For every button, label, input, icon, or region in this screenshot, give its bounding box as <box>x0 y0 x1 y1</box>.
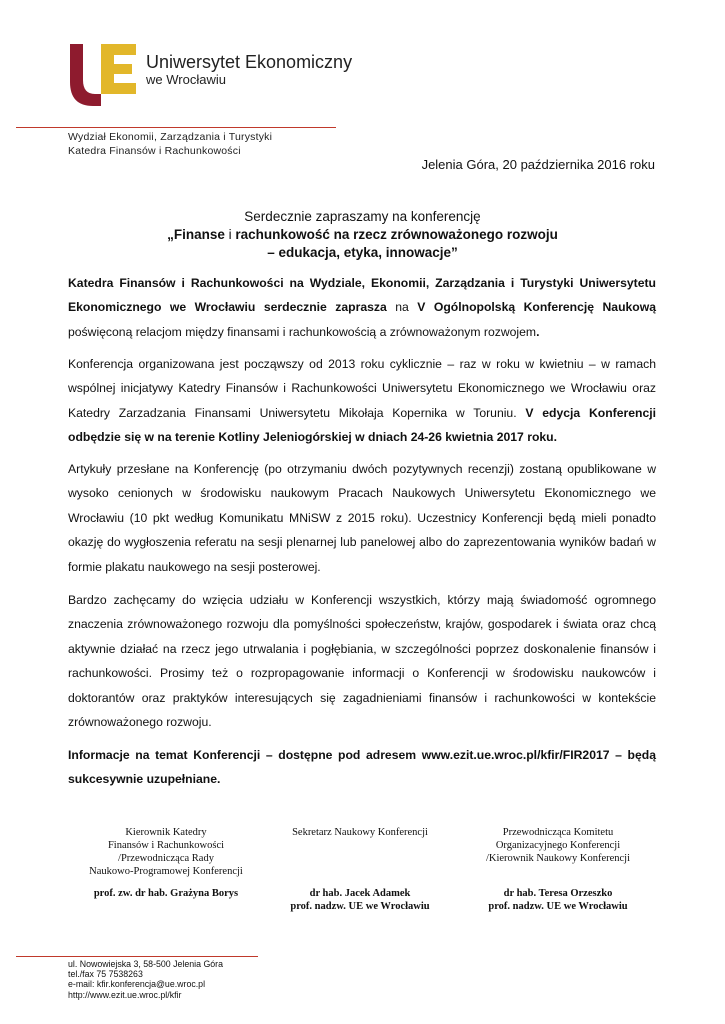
signature-name: dr hab. Teresa Orzeszko <box>503 888 613 899</box>
signature-name: dr hab. Jacek Adamek <box>309 888 411 899</box>
footer-email[interactable]: e-mail: kfir.konferencja@ue.wroc.pl <box>68 979 206 990</box>
signature-role-line: /Przewodnicząca Rady <box>118 853 214 864</box>
paragraph-info-link: Informacje na temat Konferencji – dostępne pod adresem www.ezit.ue.wroc.pl/kfir/FIR2017 – będą sukcesywnie uzupełniane. <box>68 748 656 787</box>
logo-u-shape <box>70 44 101 106</box>
signature-name: prof. zw. dr hab. Grażyna Borys <box>93 888 239 899</box>
signature-block-1 <box>76 826 256 900</box>
date-line: Jelenia Góra, 20 października 2016 roku <box>421 157 655 172</box>
signature-role-line: Naukowo-Programowej Konferencji <box>89 866 243 877</box>
footer-contact <box>68 959 223 1000</box>
signature-role-line: Finansów i Rachunkowości <box>107 840 225 851</box>
footer-website[interactable]: http://www.ezit.ue.wroc.pl/kfir <box>68 989 182 1000</box>
paragraph-encouragement: Bardzo zachęcamy do wzięcia udziału w Konferencji wszystkich, którzy mają świadomość ogromnego znaczenia zrównoważonego rozwoju dla pomyślności społeczeństw, krajów, gospodarek i świata oraz chcą aktywnie działać na rzecz jego utrwalania i pogłębiania, w szczególności poprzez doskonalenie finansów i rachunkowości. Prosimy też o rozpropagowanie informacji o Konferencji w środowisku naukowców i doktorantów oraz praktyków interesujących się zagadnieniami finansów i rachunkowości w kontekście zrównoważonego rozwoju. <box>68 593 656 730</box>
invitation-intro: Serdecznie zapraszamy na konferencję <box>244 209 481 224</box>
paragraph-publications: Artykuły przesłane na Konferencję (po otrzymaniu dwóch pozytywnych recenzji) zostaną opublikowane w wysoko cenionych w środowisku naukowym Pracach Naukowych Uniwersytetu Ekonomicznego we Wrocławiu (10 pkt według Komunikatu MNiSW z 2015 roku). Uczestnicy Konferencji będą mieli ponadto okazję do wygłoszenia referatu na sesji plenarnej lub panelowej albo do zaprezentowania wyników badań w formie plakatu naukowego na sesji posterowej. <box>68 462 656 574</box>
paragraph-intro: Katedra Finansów i Rachunkowości na Wydziale, Ekonomii, Zarządzania i Turystyki Uniwersytetu Ekonomicznego we Wrocławiu serdecznie zaprasza na V Ogólnopolską Konferencję Naukową poświęconą relacjom między finansami i rachunkowością a zrównoważonym rozwojem. <box>68 276 656 339</box>
signature-title: prof. nadzw. UE we Wrocławiu <box>290 901 430 912</box>
university-logo <box>68 44 138 106</box>
signature-block-3 <box>468 826 648 913</box>
department-name: Katedra Finansów i Rachunkowości <box>68 145 241 157</box>
signature-title: prof. nadzw. UE we Wrocławiu <box>488 901 628 912</box>
conference-title: „Finanse i rachunkowość na rzecz zrównoważonego rozwoju <box>167 227 558 242</box>
paragraph-history: Konferencja organizowana jest począwszy od 2013 roku cyklicznie – raz w roku w kwietniu – w ramach wspólnej inicjatywy Katedry Finansów i Rachunkowości Uniwersytetu Ekonomicznego we Wrocławiu oraz Katedry Zarzadzania Finansami Uniwersytetu Mikołaja Kopernika w Toruniu. V edycja Konferencji odbędzie się w na terenie Kotliny Jeleniogórskiej w dniach 24-26 kwietnia 2017 roku. <box>68 357 656 445</box>
footer-address: ul. Nowowiejska 3, 58-500 Jelenia Góra <box>68 959 224 969</box>
conference-subtitle: – edukacja, etyka, innowacje” <box>267 245 458 260</box>
footer-phone: tel./fax 75 7538263 <box>68 969 143 980</box>
signature-role-line: /Kierownik Naukowy Konferencji <box>485 853 631 864</box>
signature-role-line: Przewodnicząca Komitetu <box>502 827 614 838</box>
signature-role-line: Kierownik Katedry <box>125 827 207 838</box>
logo-e-shape <box>101 44 136 94</box>
faculty-name: Wydział Ekonomii, Zarządzania i Turystyki <box>68 131 273 143</box>
header-divider <box>16 127 336 128</box>
signature-block-2 <box>270 826 450 913</box>
university-name: Uniwersytet Ekonomiczny <box>146 52 353 72</box>
university-city: we Wrocławiu <box>146 72 226 87</box>
signature-role-line: Sekretarz Naukowy Konferencji <box>292 827 428 838</box>
signature-role-line: Organizacyjnego Konferencji <box>495 840 621 851</box>
footer-divider <box>16 956 258 957</box>
